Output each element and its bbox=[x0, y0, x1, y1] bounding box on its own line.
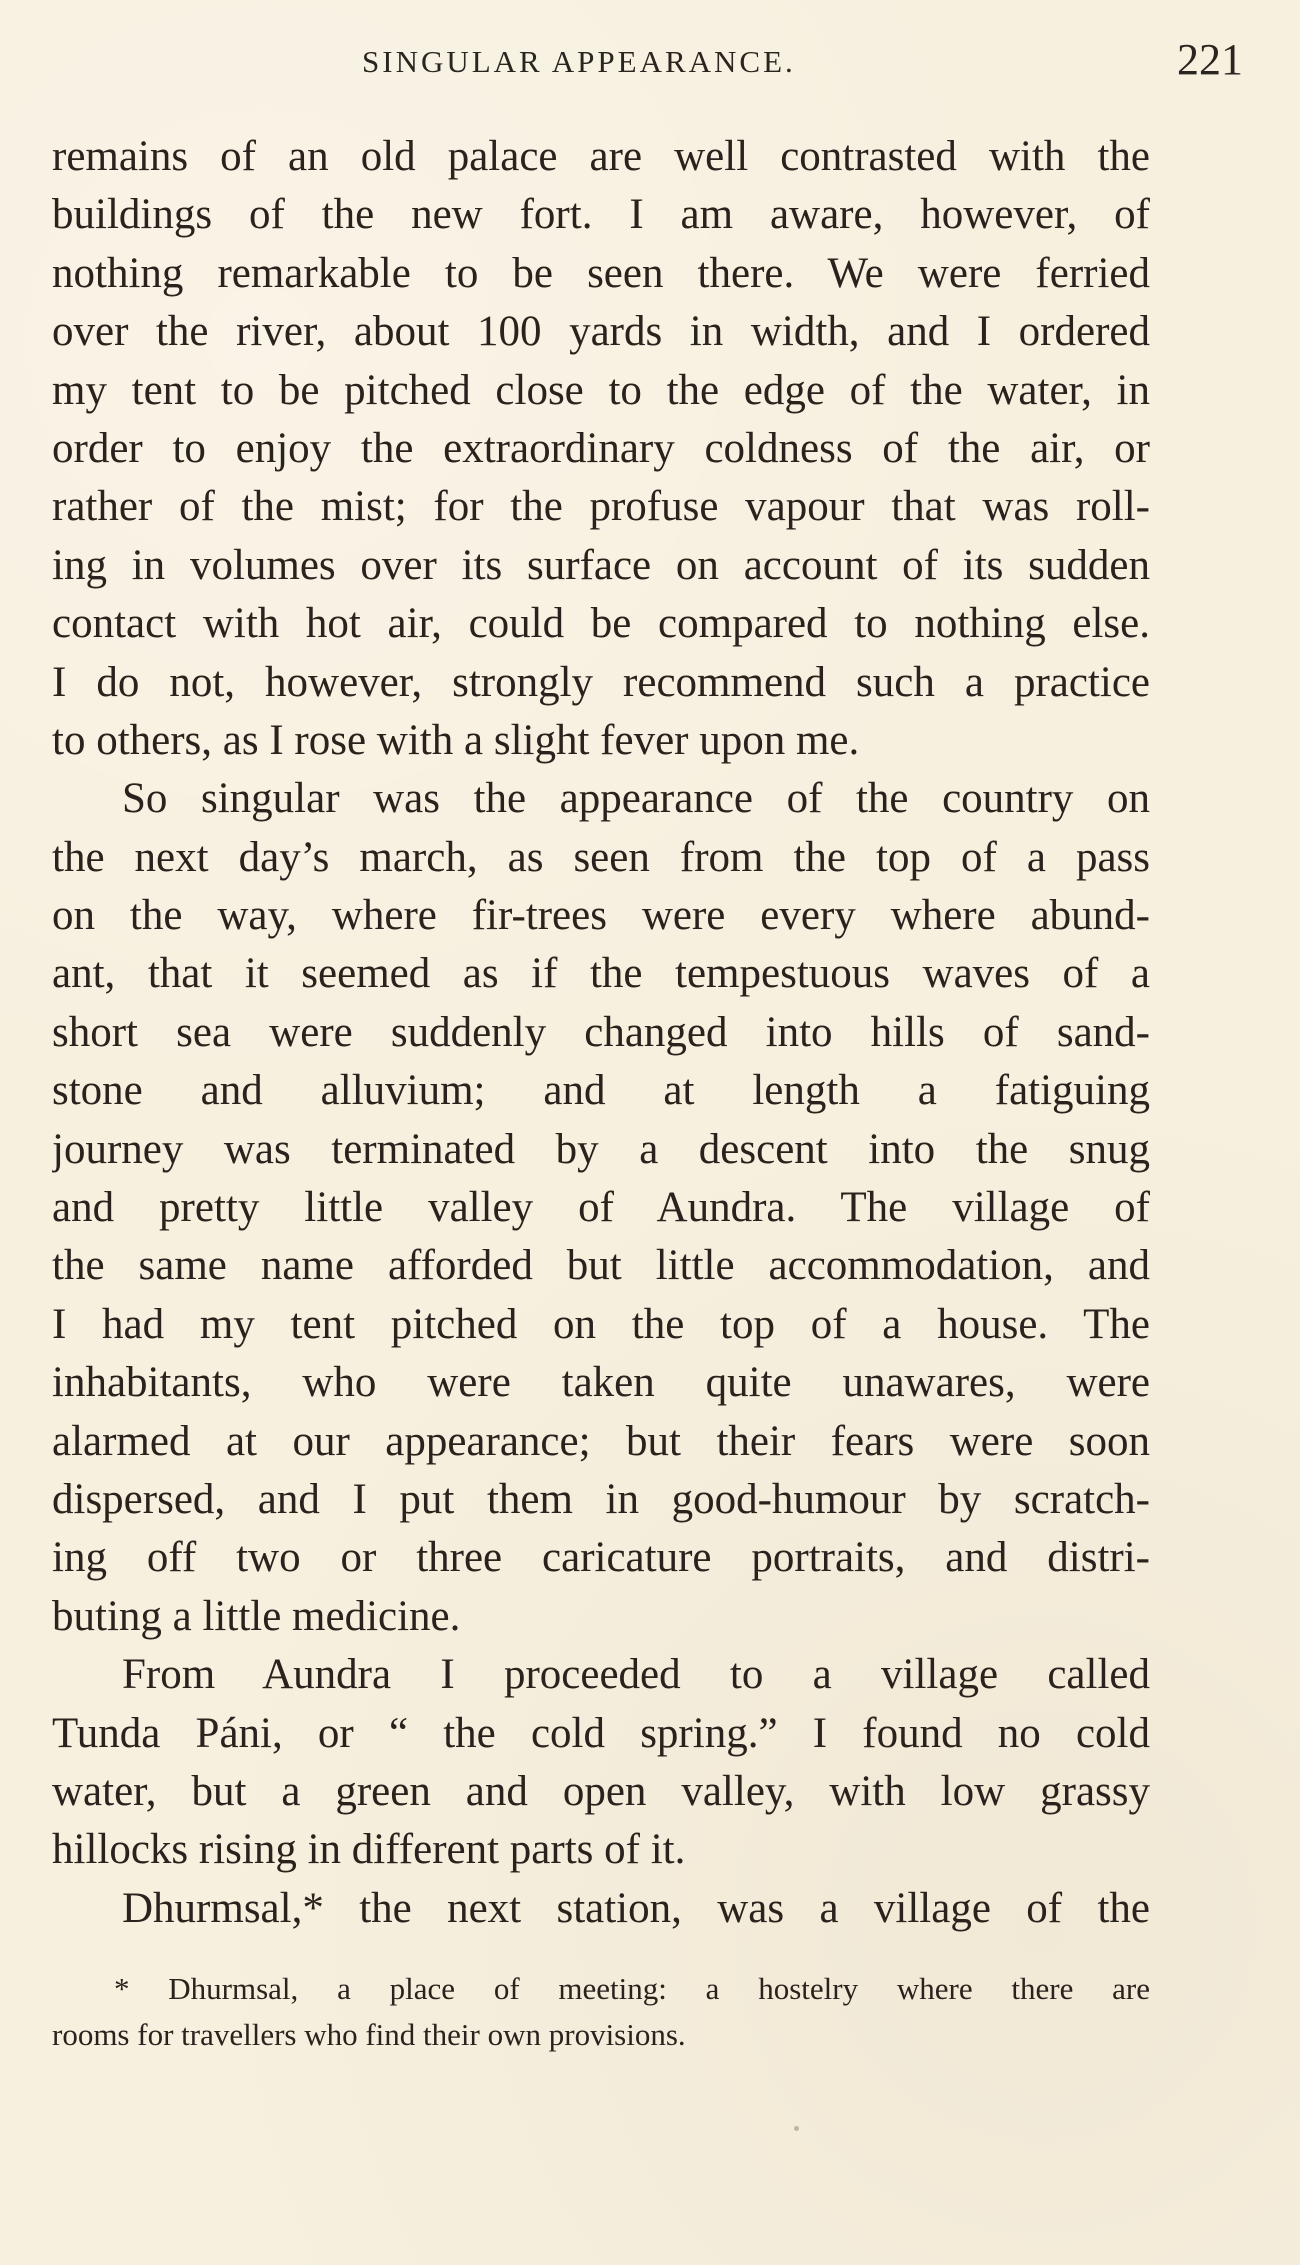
text-line: contact with hot air, could be compared to nothing else. bbox=[52, 600, 1150, 648]
footnote bbox=[52, 1966, 1150, 2058]
paragraph-start-line: From Aundra I proceeded to a village called bbox=[122, 1651, 1150, 1699]
text-line: remains of an old palace are well contrasted with the bbox=[52, 133, 1150, 180]
footnote-line: rooms for travellers who find their own provisions. bbox=[52, 2017, 686, 2052]
text-line: I do not, however, strongly recommend such a practice bbox=[52, 658, 1150, 706]
footnote-line: * Dhurmsal, a place of meeting: a hostelry where there are bbox=[114, 1971, 1150, 2006]
text-line: dispersed, and I put them in good-humour by scratch- bbox=[52, 1475, 1150, 1523]
paragraph-start-line: Dhurmsal,* the next station, was a village of the bbox=[122, 1884, 1150, 1932]
text-line: Tunda Páni, or “ the cold spring.” I found no cold bbox=[52, 1709, 1150, 1757]
text-line: alarmed at our appearance; but their fears were soon bbox=[52, 1417, 1150, 1465]
text-line: over the river, about 100 yards in width, and I ordered bbox=[52, 308, 1150, 356]
text-line: water, but a green and open valley, with low grassy bbox=[52, 1767, 1150, 1815]
text-line: on the way, where fir-trees were every where abund- bbox=[52, 892, 1150, 940]
text-line: buting a little medicine. bbox=[52, 1592, 461, 1640]
body-text bbox=[52, 128, 1150, 1938]
text-line: I had my tent pitched on the top of a house. The bbox=[52, 1300, 1150, 1348]
running-title: SINGULAR APPEARANCE. bbox=[362, 44, 796, 79]
paper-speck bbox=[794, 2126, 799, 2131]
text-line: the next day’s march, as seen from the top of a pass bbox=[52, 833, 1150, 881]
running-head bbox=[52, 34, 1248, 96]
text-line: ant, that it seemed as if the tempestuous waves of a bbox=[52, 950, 1150, 998]
text-line: nothing remarkable to be seen there. We were ferried bbox=[52, 249, 1150, 297]
text-line: rather of the mist; for the profuse vapour that was roll- bbox=[52, 483, 1150, 531]
page-number: 221 bbox=[1177, 35, 1243, 84]
text-line: buildings of the new fort. I am aware, however, of bbox=[52, 191, 1150, 239]
text-line: my tent to be pitched close to the edge of the water, in bbox=[52, 366, 1150, 414]
text-line: order to enjoy the extraordinary coldness of the air, or bbox=[52, 424, 1150, 472]
text-line: the same name afforded but little accommodation, and bbox=[52, 1242, 1150, 1290]
text-line: inhabitants, who were taken quite unawares, were bbox=[52, 1359, 1150, 1407]
text-line: hillocks rising in different parts of it. bbox=[52, 1826, 686, 1874]
text-line: short sea were suddenly changed into hills of sand- bbox=[52, 1008, 1150, 1056]
text-line: stone and alluvium; and at length a fatiguing bbox=[52, 1067, 1150, 1115]
text-line: to others, as I rose with a slight fever upon me. bbox=[52, 716, 860, 764]
text-line: journey was terminated by a descent into the snug bbox=[52, 1125, 1150, 1173]
text-line: ing off two or three caricature portraits, and distri- bbox=[52, 1534, 1150, 1582]
text-line: and pretty little valley of Aundra. The village of bbox=[52, 1184, 1150, 1232]
text-line: ing in volumes over its surface on account of its sudden bbox=[52, 541, 1150, 589]
paragraph-start-line: So singular was the appearance of the country on bbox=[122, 775, 1150, 823]
